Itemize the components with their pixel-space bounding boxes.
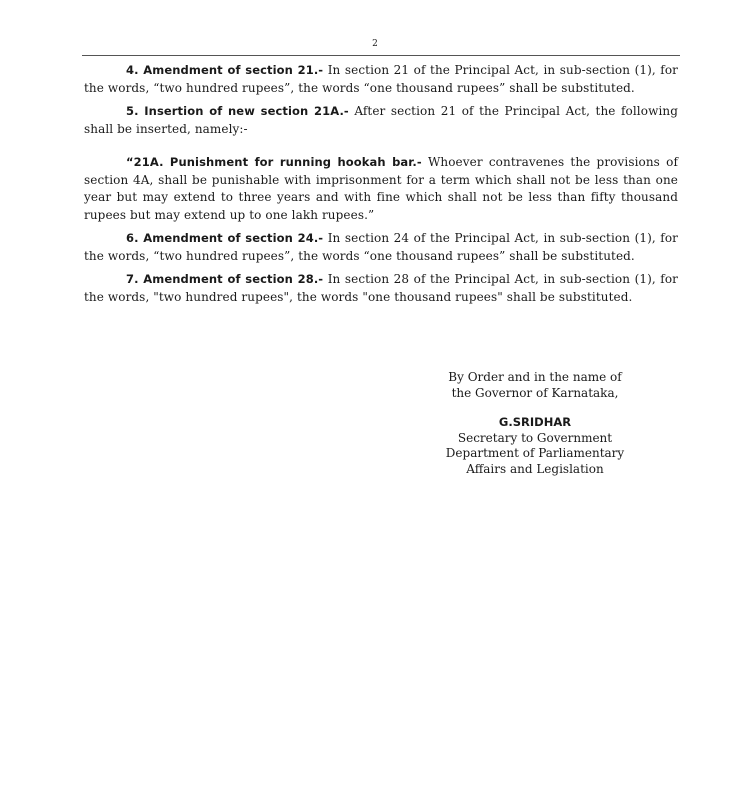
signatory-name: G.SRIDHAR — [498, 415, 572, 429]
section-5-heading: 5. Insertion of new section 21A.- — [126, 104, 349, 118]
section-7-text: In section 28 of the Principal Act, in sub-section (1), for the words, "two hundred rupees", the words "one thousand rupees" shall be substituted. — [84, 272, 678, 304]
signatory-department-cont: Affairs and Legislation — [466, 461, 604, 476]
section-6-paragraph — [84, 230, 678, 265]
header-rule — [82, 55, 680, 56]
signature-order-line: By Order and in the name of — [448, 370, 622, 384]
page-number: 2 — [372, 39, 378, 49]
signature-governor-line: the Governor of Karnataka, — [451, 385, 619, 400]
signatory-title: Secretary to Government — [457, 430, 613, 445]
section-21a-heading: “21A. Punishment for running hookah bar.- — [126, 155, 422, 169]
section-7-paragraph — [84, 271, 678, 306]
section-21a-paragraph — [84, 154, 678, 224]
section-4-paragraph — [84, 62, 678, 97]
section-6-text: In section 24 of the Principal Act, in sub-section (1), for the words, “two hundred rupees”, the words “one thousand rupees” shall be substituted. — [84, 231, 678, 263]
section-5-paragraph — [84, 103, 678, 138]
section-4-heading: 4. Amendment of section 21.- — [126, 63, 324, 77]
section-21a-text: Whoever contravenes the provisions of section 4A, shall be punishable with imprisonment for a term which shall not be less than one year but may extend to three years and with fine which shall not be less than fifty thousand rupees but may extend up to one lakh rupees.” — [84, 155, 678, 222]
section-4-text: In section 21 of the Principal Act, in sub-section (1), for the words, “two hundred rupees”, the words “one thousand rupees” shall be substituted. — [84, 63, 678, 95]
signature-block — [400, 370, 670, 477]
section-5-text: After section 21 of the Principal Act, the following shall be inserted, namely:- — [84, 104, 678, 136]
signatory-department: Department of Parliamentary — [445, 446, 625, 460]
section-6-heading: 6. Amendment of section 24.- — [126, 231, 324, 245]
section-7-heading: 7. Amendment of section 28.- — [126, 272, 324, 286]
document-body — [84, 62, 678, 306]
